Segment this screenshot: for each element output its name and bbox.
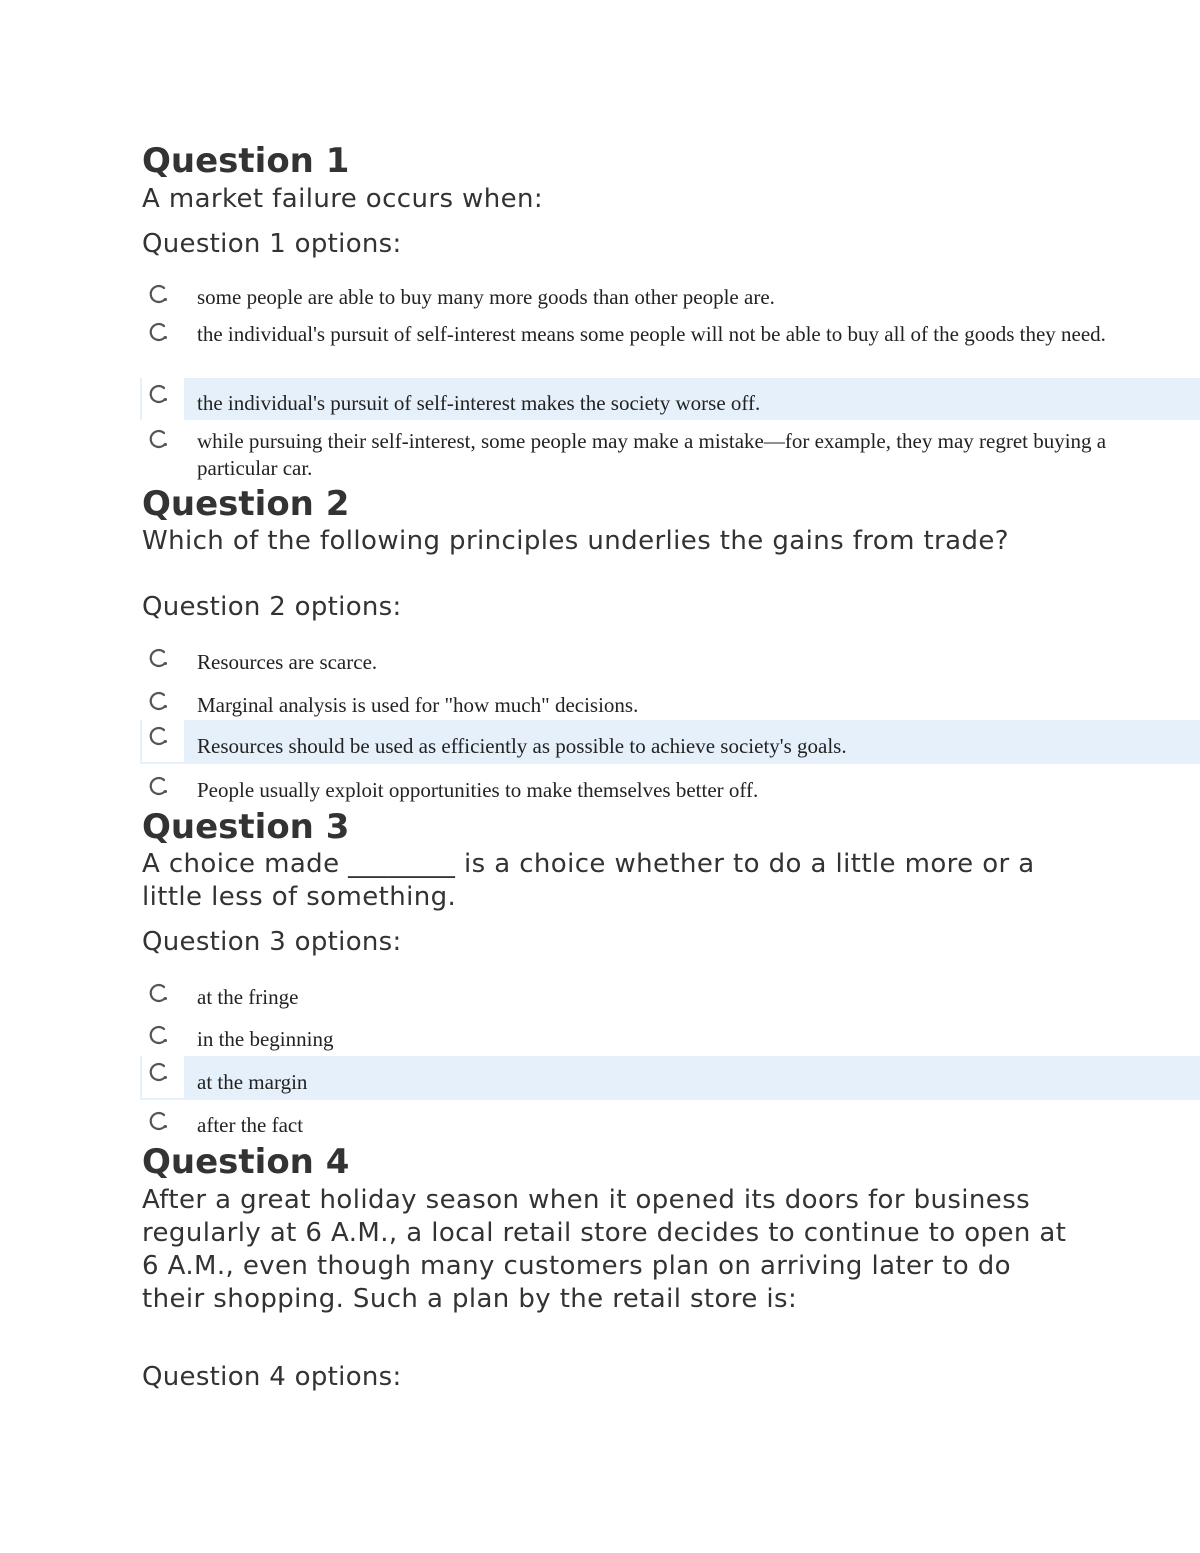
option-text: Resources should be used as efficiently as possible to achieve society's goals. [197,734,847,758]
option-text: some people are able to buy many more goods than other people are. [197,285,775,309]
option-text: in the beginning [197,1027,334,1051]
option-text: the individual's pursuit of self-interest means some people will not be able to buy all of the goods they need. [197,322,1106,346]
question-2-option-3[interactable] [140,720,1200,764]
question-3-option-1[interactable] [140,977,1200,1017]
question-3-option-4[interactable] [140,1105,1200,1145]
question-1-text: A market failure occurs when: [142,184,544,214]
question-3-options-label: Question 3 options: [142,927,402,957]
question-1-option-3[interactable] [140,378,1200,420]
question-2-text: Which of the following principles underlies the gains from trade? [142,526,1009,556]
question-4-options-label: Question 4 options: [142,1362,402,1392]
option-text: Marginal analysis is used for "how much" decisions. [197,693,639,717]
question-1-option-1[interactable] [140,278,1200,318]
question-3-title: Question 3 [142,807,350,847]
radio-button-icon[interactable] [142,977,184,1019]
question-3-option-2[interactable] [140,1019,1200,1059]
radio-button-icon[interactable] [142,1105,184,1147]
radio-button-icon[interactable] [142,1056,184,1098]
radio-button-icon[interactable] [142,278,184,320]
radio-button-icon[interactable] [142,642,184,684]
question-2-option-4[interactable] [140,770,1200,810]
radio-button-icon[interactable] [142,378,184,420]
option-text: at the fringe [197,985,299,1009]
question-1-title: Question 1 [142,141,350,181]
radio-button-icon[interactable] [142,423,184,465]
option-text: after the fact [197,1113,304,1137]
radio-button-icon[interactable] [142,770,184,812]
question-4-text: After a great holiday season when it opened its doors for business regularly at 6 A.M., a local retail store decides to continue to open at 6 A.M., even though many customers plan on arriving later to do their shopping. Such a plan by the retail store is: [142,1185,1067,1314]
question-1-options-label: Question 1 options: [142,229,402,259]
option-text: the individual's pursuit of self-interest makes the society worse off. [197,391,761,415]
radio-button-icon[interactable] [142,1019,184,1061]
question-3-option-3[interactable] [140,1056,1200,1100]
question-2-title: Question 2 [142,484,350,524]
question-2-options-label: Question 2 options: [142,592,402,622]
option-text: People usually exploit opportunities to make themselves better off. [197,778,759,802]
question-2-option-2[interactable] [140,685,1200,725]
question-1-option-4[interactable] [140,423,1200,483]
question-2-option-1[interactable] [140,642,1200,682]
question-3-text: A choice made ________ is a choice whether to do a little more or a little less of something. [142,849,1035,912]
option-text: Resources are scarce. [197,650,378,674]
option-text: at the margin [197,1070,308,1094]
question-4-title: Question 4 [142,1142,350,1182]
radio-button-icon[interactable] [142,720,184,762]
radio-button-icon[interactable] [142,316,184,358]
question-1-option-2[interactable] [140,316,1200,376]
option-text: while pursuing their self-interest, some people may make a mistake—for example, they may regret buying a particular car. [197,429,1107,480]
